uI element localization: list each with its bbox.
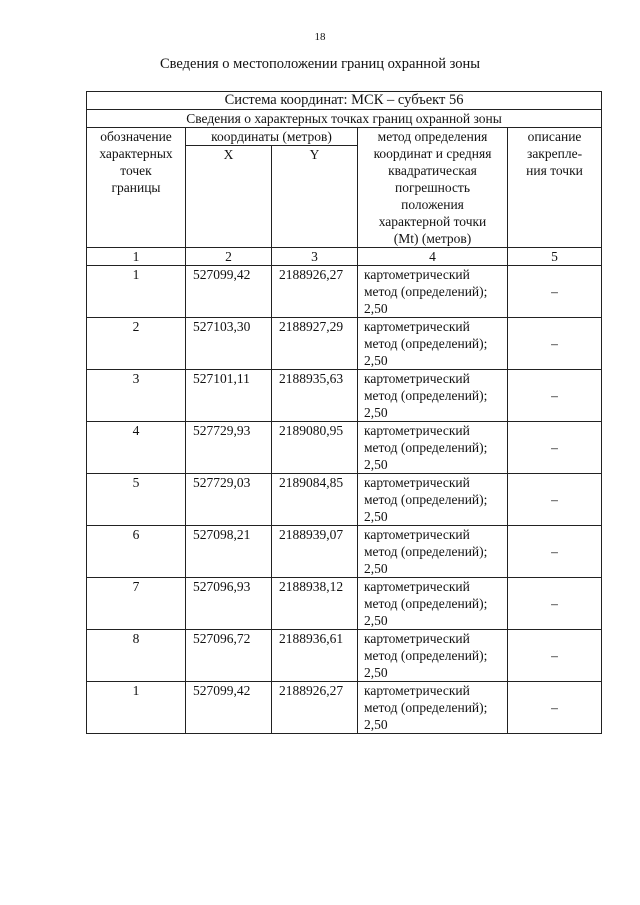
document-title: Сведения о местоположении границ охранной зоны [159, 56, 480, 72]
method-cell [358, 474, 508, 526]
description-header-line: закрепле- [526, 146, 583, 161]
point-number-cell: 4 [87, 422, 186, 474]
column-number: 5 [508, 248, 602, 266]
method-column-header [358, 128, 508, 248]
method-line: 2,50 [364, 509, 388, 524]
y-coordinate-cell: 2189080,95 [272, 422, 358, 474]
x-coordinate-cell: 527099,42 [186, 682, 272, 734]
point-number-cell: 1 [87, 682, 186, 734]
method-line: метод (определений); [364, 492, 488, 507]
method-line: картометрический [364, 579, 470, 594]
point-number-cell: 8 [87, 630, 186, 682]
page-number: 18 [314, 31, 326, 43]
column-number: 4 [358, 248, 508, 266]
method-line: 2,50 [364, 613, 388, 628]
description-cell: – [508, 474, 602, 526]
table-row [87, 578, 602, 630]
point-number-cell: 3 [87, 370, 186, 422]
description-cell: – [508, 682, 602, 734]
point-number-cell: 1 [87, 266, 186, 318]
method-cell [358, 422, 508, 474]
y-coordinate-cell: 2188927,29 [272, 318, 358, 370]
method-line: метод (определений); [364, 284, 488, 299]
method-line: картометрический [364, 527, 470, 542]
y-coordinate-cell: 2188926,27 [272, 266, 358, 318]
method-line: картометрический [364, 631, 470, 646]
method-line: 2,50 [364, 301, 388, 316]
y-coordinate-cell: 2188938,12 [272, 578, 358, 630]
x-coordinate-cell: 527096,72 [186, 630, 272, 682]
description-header-line: ния точки [526, 163, 583, 178]
method-header-line: характерной точки [378, 214, 487, 229]
boundary-points-table [86, 91, 602, 734]
method-header-line: положения [401, 197, 464, 212]
description-cell: – [508, 370, 602, 422]
method-line: метод (определений); [364, 440, 488, 455]
method-line: метод (определений); [364, 648, 488, 663]
table-row [87, 266, 602, 318]
method-line: 2,50 [364, 353, 388, 368]
description-cell: – [508, 422, 602, 474]
x-coordinate-cell: 527099,42 [186, 266, 272, 318]
x-coordinate-cell: 527729,03 [186, 474, 272, 526]
x-column-header: X [186, 146, 272, 248]
table-row [87, 318, 602, 370]
y-coordinate-cell: 2188935,63 [272, 370, 358, 422]
method-line: картометрический [364, 423, 470, 438]
method-cell [358, 578, 508, 630]
method-line: картометрический [364, 475, 470, 490]
method-line: картометрический [364, 683, 470, 698]
designation-header-line: обозначение [100, 129, 172, 144]
method-header-line: погрешность [394, 180, 470, 195]
method-line: 2,50 [364, 717, 388, 732]
column-number: 2 [186, 248, 272, 266]
method-cell [358, 318, 508, 370]
method-line: метод (определений); [364, 700, 488, 715]
column-number: 1 [87, 248, 186, 266]
y-coordinate-cell: 2188936,61 [272, 630, 358, 682]
x-coordinate-cell: 527729,93 [186, 422, 272, 474]
method-cell [358, 370, 508, 422]
y-coordinate-cell: 2188939,07 [272, 526, 358, 578]
column-number: 3 [272, 248, 358, 266]
points-info-header: Сведения о характерных точках границ охранной зоны [87, 110, 602, 128]
table-row [87, 630, 602, 682]
point-number-cell: 7 [87, 578, 186, 630]
description-cell: – [508, 318, 602, 370]
table-row [87, 474, 602, 526]
description-cell: – [508, 526, 602, 578]
method-line: 2,50 [364, 457, 388, 472]
method-header-line: квадратическая [388, 163, 477, 178]
designation-column-header [87, 128, 186, 248]
method-line: картометрический [364, 371, 470, 386]
x-coordinate-cell: 527098,21 [186, 526, 272, 578]
method-cell [358, 630, 508, 682]
method-cell [358, 526, 508, 578]
designation-header-line: точек [120, 163, 152, 178]
method-line: метод (определений); [364, 388, 488, 403]
x-coordinate-cell: 527103,30 [186, 318, 272, 370]
method-line: 2,50 [364, 665, 388, 680]
method-header-line: (Mt) (метров) [393, 231, 472, 246]
table-row [87, 526, 602, 578]
method-line: картометрический [364, 267, 470, 282]
method-cell [358, 266, 508, 318]
designation-header-line: характерных [99, 146, 173, 161]
y-coordinate-cell: 2189084,85 [272, 474, 358, 526]
method-line: метод (определений); [364, 596, 488, 611]
method-line: метод (определений); [364, 336, 488, 351]
coordinate-system-header: Система координат: МСК – субъект 56 [87, 92, 602, 110]
method-cell [358, 682, 508, 734]
y-column-header: Y [272, 146, 358, 248]
description-header-line: описание [527, 129, 582, 144]
method-line: 2,50 [364, 561, 388, 576]
point-number-cell: 6 [87, 526, 186, 578]
point-number-cell: 2 [87, 318, 186, 370]
method-line: метод (определений); [364, 544, 488, 559]
designation-header-line: границы [111, 180, 161, 195]
description-cell: – [508, 630, 602, 682]
table-row [87, 422, 602, 474]
x-coordinate-cell: 527101,11 [186, 370, 272, 422]
method-header-line: метод определения [377, 129, 488, 144]
method-line: 2,50 [364, 405, 388, 420]
description-column-header [508, 128, 602, 248]
x-coordinate-cell: 527096,93 [186, 578, 272, 630]
method-line: картометрический [364, 319, 470, 334]
point-number-cell: 5 [87, 474, 186, 526]
coordinates-column-header: координаты (метров) [186, 128, 358, 146]
method-header-line: координат и средняя [373, 146, 492, 161]
y-coordinate-cell: 2188926,27 [272, 682, 358, 734]
table-row [87, 370, 602, 422]
table-row [87, 682, 602, 734]
description-cell: – [508, 266, 602, 318]
description-cell: – [508, 578, 602, 630]
